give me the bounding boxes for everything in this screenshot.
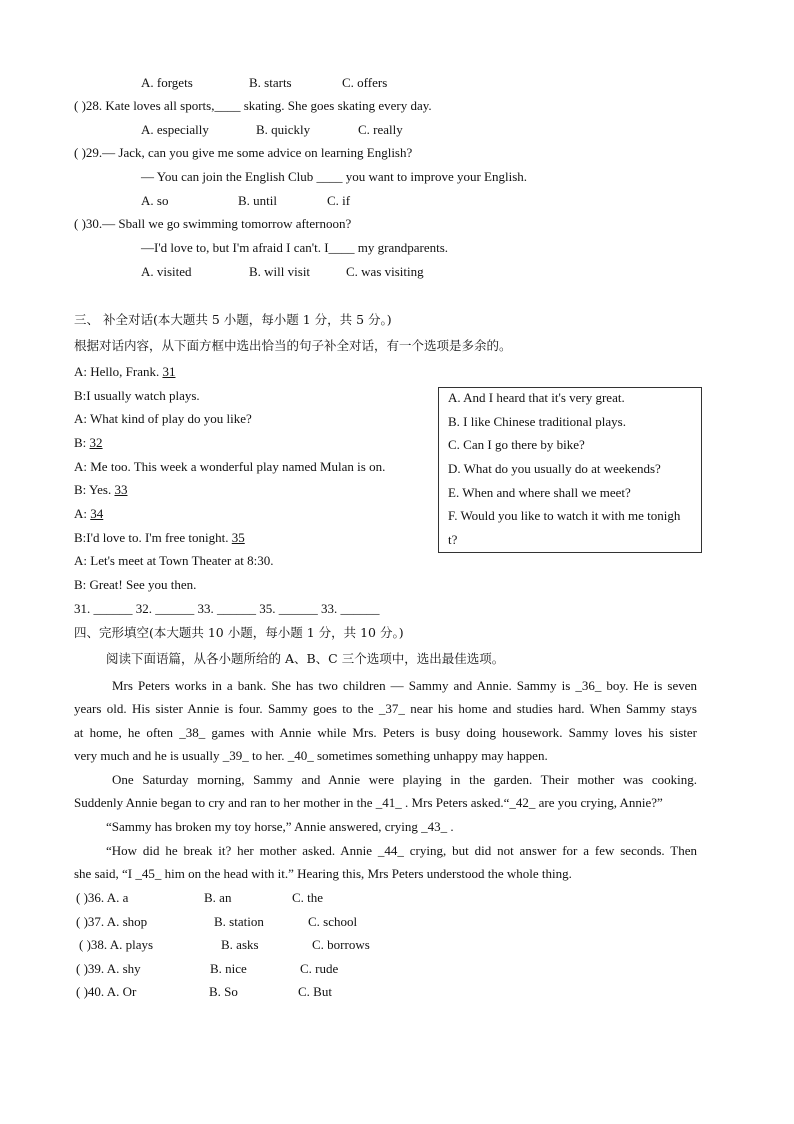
dialogue-line: A: Let's meet at Town Theater at 8:30. [74,553,274,568]
passage-line: One Saturday morning, Sammy and Annie were playing in the garden. Their mother was cooking. [112,772,697,787]
q30-option-a: A. visited [141,264,192,279]
passage-line: “Sammy has broken my toy horse,” Annie answered, crying _43_ . [106,819,454,834]
section3-instruction: 根据对话内容，从下面方框中选出恰当的句子补全对话，有一个选项是多余的。 [74,338,512,353]
dialogue-line: B: Yes. 33 [74,482,128,497]
box-option-e: E. When and where shall we meet? [448,485,631,500]
dialogue-line: B: 32 [74,435,103,450]
q40-a: ( )40. A. Or [76,984,137,999]
answer-line: 31. ______ 32. ______ 33. ______ 35. ______ 33. ______ [74,601,380,616]
q30-stem: ( )30.— Sball we go swimming tomorrow afternoon? [74,216,352,231]
dialogue-line: B:I usually watch plays. [74,388,200,403]
q27-option-a: A. forgets [141,75,193,90]
passage-line: she said, “I _45_ him on the head with it.” Hearing this, Mrs Peters understood the whole thing. [74,866,572,881]
section3-title: 三、 补全对话(本大题共 5 小题，每小题 1 分，共 5 分。) [74,312,392,327]
q29-line2: — You can join the English Club ____ you want to improve your English. [141,169,528,184]
q36-c: C. the [292,890,324,905]
blank-35: 35 [231,530,245,545]
q40-b: B. So [209,984,238,999]
box-option-c: C. Can I go there by bike? [448,437,585,452]
q38-a: ( )38. A. plays [79,937,154,952]
passage-line: at home, he often _38_ games with Annie while Mrs. Peters is busy doing housework. Sammy loves his sister [74,725,697,740]
q29-option-b: B. until [238,193,278,208]
q38-b: B. asks [221,937,259,952]
box-option-b: B. I like Chinese traditional plays. [448,414,626,429]
q28-option-a: A. especially [141,122,209,137]
box-option-f-cont: t? [448,532,458,547]
dialogue-line: A: What kind of play do you like? [74,411,252,426]
q39-b: B. nice [210,961,247,976]
q30-option-b: B. will visit [249,264,311,279]
q38-c: C. borrows [312,937,370,952]
q40-c: C. But [298,984,332,999]
section4-instruction: 阅读下面语篇，从各小题所给的 A、B、C 三个选项中，选出最佳选项。 [106,651,505,666]
q36-a: ( )36. A. a [76,890,129,905]
passage-line: Suddenly Annie began to cry and ran to her mother in the _41_ . Mrs Peters asked.“_42_ are you crying, Annie?” [74,795,663,810]
q28-stem: ( )28. Kate loves all sports,____ skating. She goes skating every day. [74,98,432,113]
q27-option-c: C. offers [342,75,388,90]
dialogue-line: A: Me too. This week a wonderful play named Mulan is on. [74,459,386,474]
box-option-a: A. And I heard that it's very great. [448,390,625,405]
blank-32: 32 [89,435,103,450]
box-option-d: D. What do you usually do at weekends? [448,461,661,476]
blank-33: 33 [114,482,128,497]
q29-option-c: C. if [327,193,351,208]
dialogue-line: A: 34 [74,506,104,521]
dialogue-line: A: Hello, Frank. 31 [74,364,176,379]
passage-line: “How did he break it? her mother asked. Annie _44_ crying, but did not answer for a few seconds. Then [106,843,697,858]
q27-option-b: B. starts [249,75,292,90]
passage-line: years old. His sister Annie is four. Sammy goes to the _37_ near his home and studies hard. When Sammy stays [74,701,697,716]
passage-line: Mrs Peters works in a bank. She has two children — Sammy and Annie. Sammy is _36_ boy. He is seven [112,678,697,693]
q28-option-c: C. really [358,122,403,137]
q39-a: ( )39. A. shy [76,961,141,976]
q29-stem: ( )29.— Jack, can you give me some advice on learning English? [74,145,413,160]
blank-31: 31 [162,364,176,379]
dialogue-line: B:I'd love to. I'm free tonight. 35 [74,530,245,545]
q37-b: B. station [214,914,264,929]
q30-line2: —I'd love to, but I'm afraid I can't. I____ my grandparents. [141,240,449,255]
q37-a: ( )37. A. shop [76,914,148,929]
dialogue-line: B: Great! See you then. [74,577,197,592]
q29-option-a: A. so [141,193,169,208]
passage-line: very much and he is usually _39_ to her. _40_ sometimes something unhappy may happen. [74,748,548,763]
q37-c: C. school [308,914,358,929]
box-option-f: F. Would you like to watch it with me tonigh [448,508,681,523]
blank-34: 34 [90,506,104,521]
q28-option-b: B. quickly [256,122,311,137]
q39-c: C. rude [300,961,339,976]
options-box [438,387,702,553]
q30-option-c: C. was visiting [346,264,424,279]
section4-title: 四、完形填空(本大题共 10 小题，每小题 1 分，共 10 分。) [74,625,404,640]
q36-b: B. an [204,890,232,905]
